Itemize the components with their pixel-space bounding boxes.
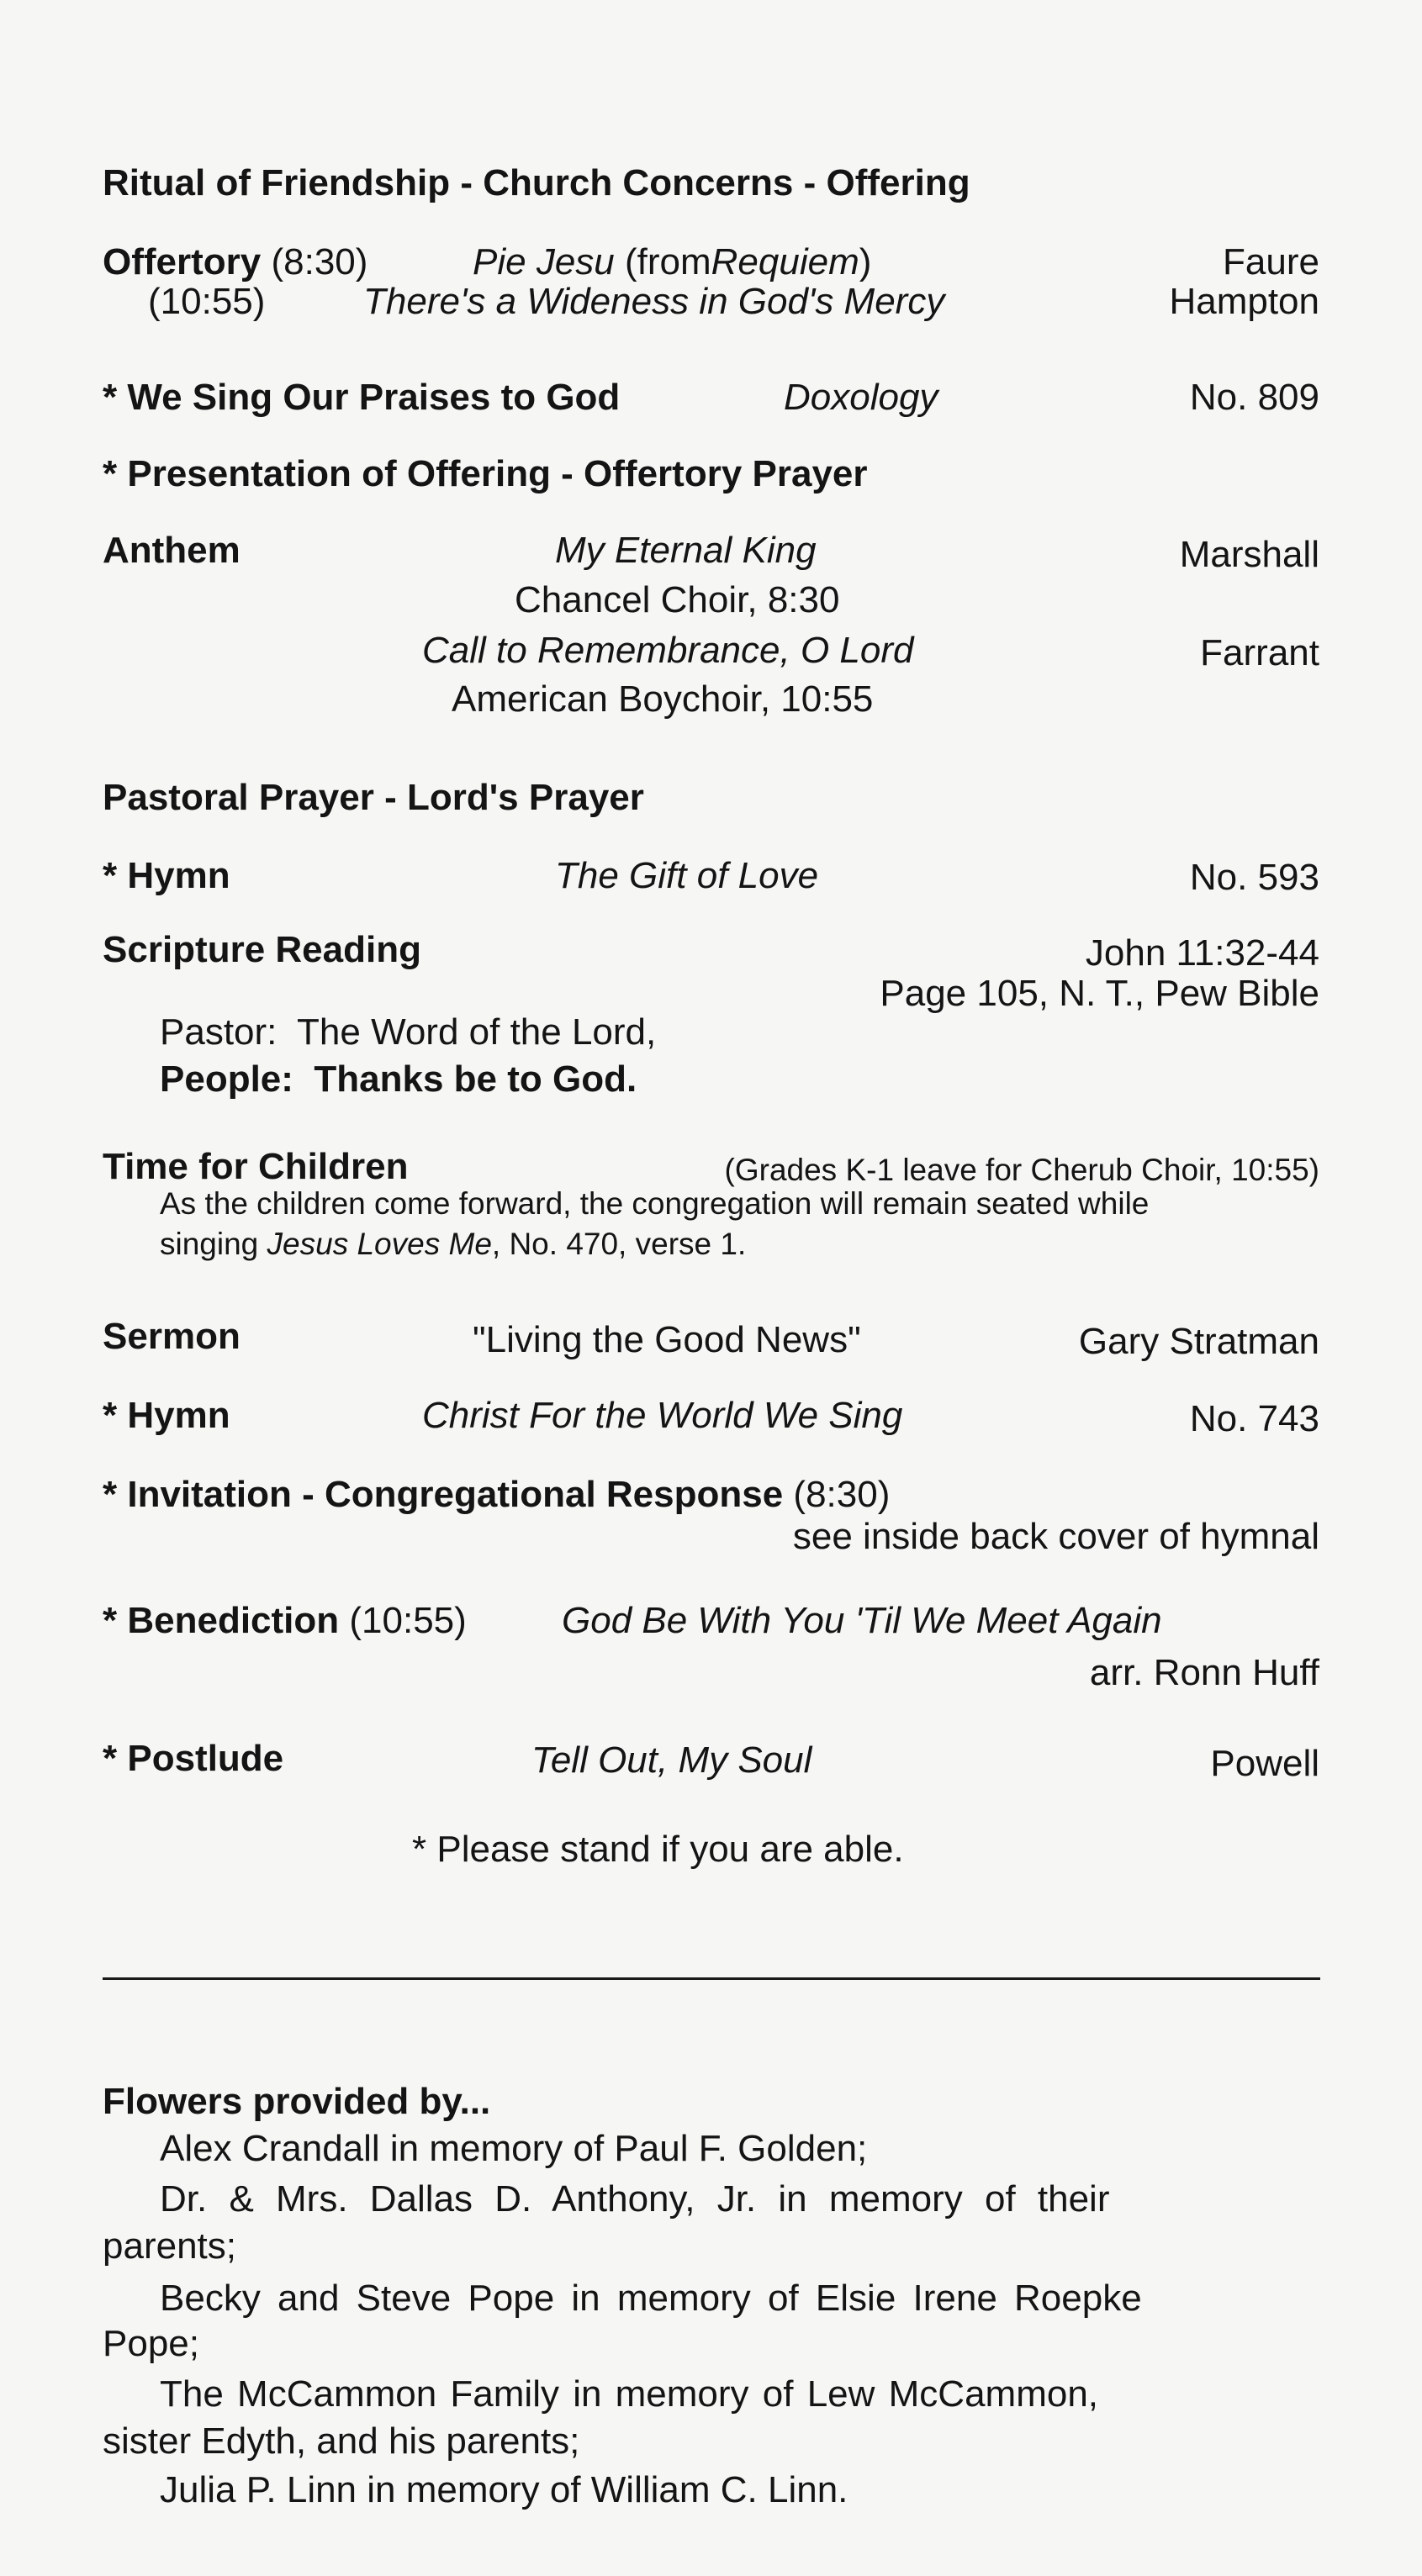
anthem-choir-1: Chancel Choir, 8:30 — [515, 579, 840, 620]
pastor-label: Pastor: — [160, 1011, 278, 1053]
offertory-composer-2: Hampton — [1169, 281, 1319, 322]
offertory-composer-1: Faure — [1223, 241, 1319, 282]
invitation-label: * Invitation - Congregational Response — [103, 1474, 784, 1515]
offertory-piece-1-pre: (from — [625, 241, 711, 282]
scripture-page: Page 105, N. T., Pew Bible — [880, 973, 1319, 1014]
hymn-2-label: * Hymn — [103, 1395, 230, 1436]
pastor-line — [160, 1011, 657, 1053]
presentation-heading: * Presentation of Offering - Offertory Prayer — [103, 453, 868, 494]
hymn-2-number: No. 743 — [1189, 1398, 1319, 1439]
offertory-time-2: (10:55) — [148, 281, 266, 322]
sermon-preacher: Gary Stratman — [1078, 1321, 1319, 1362]
anthem-composer-2: Farrant — [1200, 632, 1319, 673]
sermon-title: "Living the Good News" — [473, 1319, 861, 1360]
hymn-1-number: No. 593 — [1189, 857, 1319, 898]
pastoral-prayer-heading: Pastoral Prayer - Lord's Prayer — [103, 777, 644, 818]
offertory-title-1 — [473, 241, 872, 282]
hymn-1-title: The Gift of Love — [555, 855, 819, 896]
section-divider — [103, 1977, 1320, 1980]
pastor-text: The Word of the Lord, — [297, 1011, 657, 1053]
offertory-title-2: There's a Wideness in God's Mercy — [363, 281, 945, 322]
people-label: People: — [160, 1058, 293, 1100]
offertory-label: Offertory — [103, 241, 262, 282]
children-note: (Grades K-1 leave for Cherub Choir, 10:55) — [724, 1153, 1319, 1187]
offertory-piece-1: Pie Jesu — [473, 241, 615, 282]
anthem-title-2: Call to Remembrance, O Lord — [422, 630, 914, 671]
flowers-line-8: Julia P. Linn in memory of William C. Linn. — [160, 2469, 848, 2510]
postlude-composer: Powell — [1210, 1743, 1319, 1784]
anthem-title-1: My Eternal King — [555, 530, 817, 571]
stand-note: * Please stand if you are able. — [412, 1829, 904, 1870]
ritual-heading: Ritual of Friendship - Church Concerns - Offering — [103, 162, 970, 203]
hymn-1-label: * Hymn — [103, 855, 230, 896]
children-line-2-post: , No. 470, verse 1. — [491, 1227, 747, 1261]
offertory-piece-1-post: ) — [859, 241, 872, 282]
praises-label: * We Sing Our Praises to God — [103, 377, 621, 418]
flowers-line-2: Dr. & Mrs. Dallas D. Anthony, Jr. in memory of their — [160, 2178, 1110, 2220]
flowers-line-1: Alex Crandall in memory of Paul F. Golden; — [160, 2128, 868, 2169]
flowers-line-4: Becky and Steve Pope in memory of Elsie Irene Roepke — [160, 2278, 1142, 2319]
hymn-2-title: Christ For the World We Sing — [422, 1395, 903, 1436]
flowers-line-6: The McCammon Family in memory of Lew McCammon, — [160, 2373, 1099, 2415]
people-text: Thanks be to God. — [314, 1058, 637, 1100]
scripture-reference: John 11:32-44 — [1085, 932, 1319, 974]
offertory-piece-1-work: Requiem — [711, 241, 859, 282]
flowers-line-7: sister Edyth, and his parents; — [103, 2420, 580, 2462]
benediction-line — [103, 1602, 467, 1639]
anthem-choir-2: American Boychoir, 10:55 — [452, 678, 874, 720]
offertory-time-1: (8:30) — [271, 241, 368, 282]
praises-title: Doxology — [784, 377, 938, 418]
praises-number: No. 809 — [1189, 377, 1319, 418]
postlude-title: Tell Out, My Soul — [531, 1739, 812, 1781]
flowers-line-3: parents; — [103, 2225, 236, 2267]
anthem-label: Anthem — [103, 530, 241, 571]
flowers-heading: Flowers provided by... — [103, 2081, 491, 2122]
postlude-label: * Postlude — [103, 1738, 284, 1779]
benediction-arranger: arr. Ronn Huff — [1089, 1652, 1319, 1693]
benediction-title: God Be With You 'Til We Meet Again — [562, 1600, 1162, 1641]
scripture-label: Scripture Reading — [103, 929, 421, 970]
anthem-composer-1: Marshall — [1179, 534, 1319, 575]
children-song: Jesus Loves Me — [267, 1227, 492, 1261]
children-line-2 — [160, 1228, 746, 1259]
children-label: Time for Children — [103, 1146, 409, 1187]
offertory-line-1 — [103, 241, 368, 282]
children-line-1: As the children come forward, the congregation will remain seated while — [160, 1186, 1150, 1221]
invitation-note: see inside back cover of hymnal — [792, 1516, 1319, 1557]
children-line-2-pre: singing — [160, 1227, 259, 1261]
invitation-line — [103, 1476, 890, 1513]
people-line — [160, 1058, 637, 1100]
benediction-label: * Benediction — [103, 1600, 340, 1641]
invitation-time: (8:30) — [793, 1474, 891, 1515]
flowers-line-5: Pope; — [103, 2323, 199, 2364]
sermon-label: Sermon — [103, 1316, 241, 1357]
benediction-time: (10:55) — [349, 1600, 467, 1641]
